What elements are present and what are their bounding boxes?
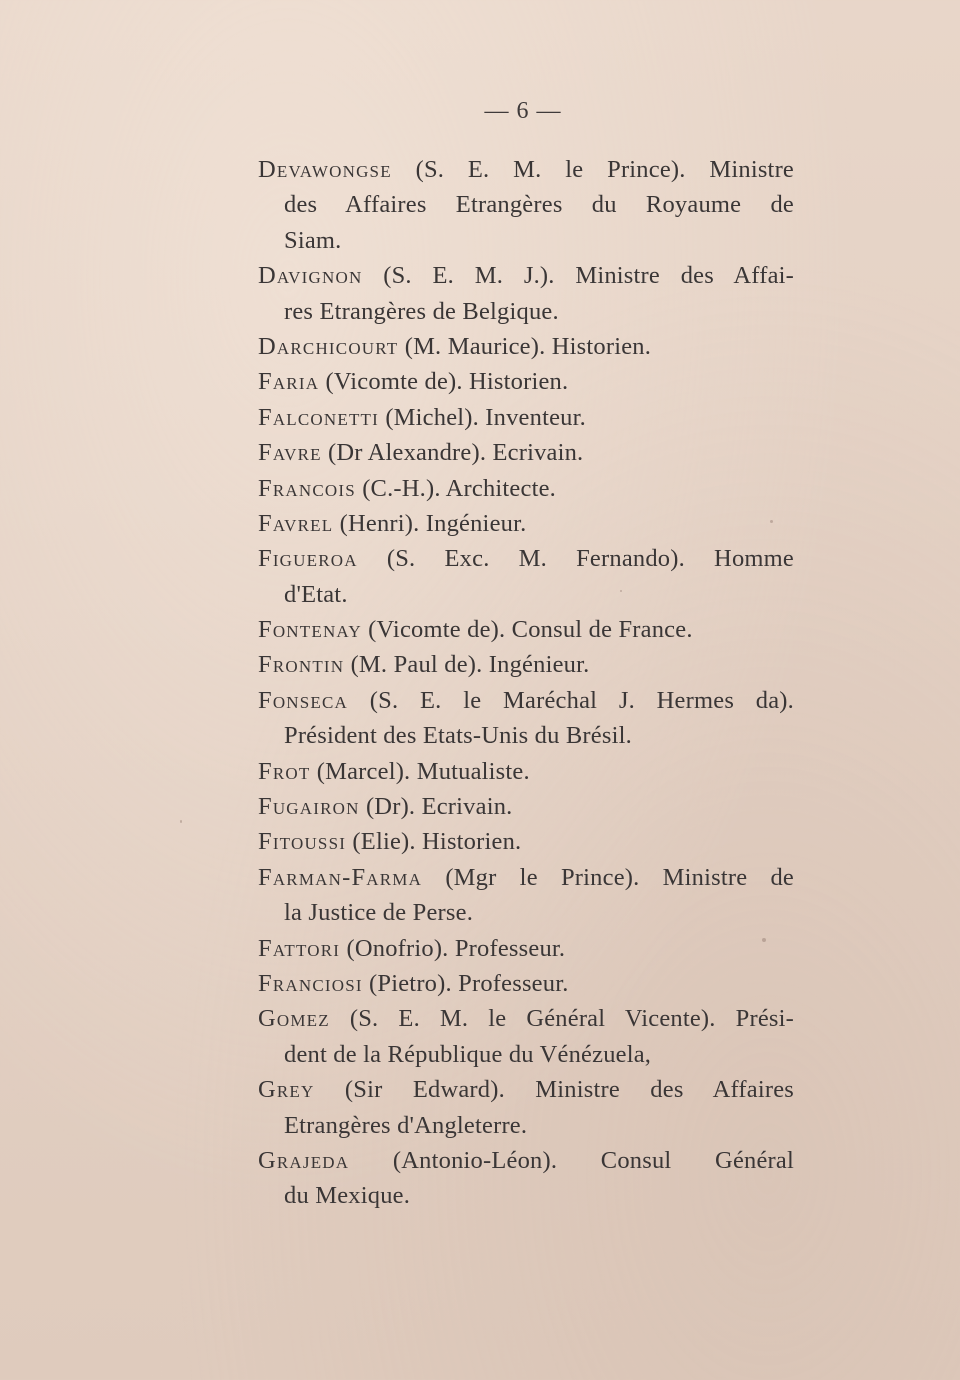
entry-name: Favrel: [258, 509, 334, 537]
entry-text: (Mgr le Prince). Ministre de: [445, 863, 795, 891]
entry-first-line: [258, 860, 794, 895]
entry-first-line: [258, 1001, 794, 1036]
entry-name: Falconetti: [258, 403, 379, 431]
entry-first-line: [258, 506, 794, 541]
list-entry: [258, 612, 794, 647]
entry-name: Favre: [258, 439, 322, 467]
entry-first-line: [258, 435, 794, 470]
entry-continuation-line: [258, 223, 794, 258]
entry-first-line: [258, 824, 794, 859]
paper-speck: [180, 820, 182, 823]
entry-first-line: [258, 258, 794, 293]
entry-text: (Elie). Historien.: [352, 828, 522, 856]
list-entry: [258, 931, 794, 966]
entry-text: (Marcel). Mutualiste.: [316, 757, 530, 785]
entry-text: (Sir Edward). Ministre des Affaires: [344, 1076, 794, 1104]
entry-first-line: [258, 789, 794, 824]
entry-text: (S. E. le Maréchal J. Hermes da).: [369, 686, 794, 714]
entry-name: Davignon: [258, 262, 363, 290]
entry-text: (S. E. M. le Prince). Ministre: [415, 156, 794, 183]
list-entry: [258, 647, 794, 682]
entry-first-line: [258, 471, 794, 506]
list-entry: [258, 1072, 794, 1143]
entry-continuation-line: [258, 577, 794, 612]
entry-text: (M. Maurice). Historien.: [404, 332, 652, 360]
list-entry: [258, 329, 794, 364]
paper-speck: [620, 590, 622, 592]
list-entry: [258, 400, 794, 435]
entry-name: Fitoussi: [258, 828, 347, 856]
entry-first-line: [258, 364, 794, 399]
entry-first-line: [258, 754, 794, 789]
entry-name: Faria: [258, 368, 320, 396]
entry-text: (Henri). Ingénieur.: [339, 509, 527, 537]
entry-text: (M. Paul de). Ingénieur.: [350, 651, 590, 679]
entry-name: Francois: [258, 474, 356, 502]
list-entry: [258, 754, 794, 789]
entry-name: Devawongse: [258, 156, 392, 183]
paper-speck: [770, 520, 773, 523]
entry-name: Figueroa: [258, 545, 358, 573]
entry-continuation-line: [258, 187, 794, 222]
entry-text: (Antonio-Léon). Consul Général: [392, 1146, 794, 1174]
entry-text: (Onofrio). Professeur.: [346, 934, 566, 962]
entry-first-line: [258, 612, 794, 647]
entry-name: Grajeda: [258, 1146, 350, 1174]
entry-first-line: [258, 1072, 794, 1107]
entry-text: d'Etat.: [284, 580, 348, 608]
entry-name: Darchicourt: [258, 332, 399, 360]
entry-text: Etrangères d'Angleterre.: [284, 1111, 528, 1139]
entry-name: Fattori: [258, 934, 341, 962]
entry-first-line: [258, 541, 794, 576]
entry-first-line: [258, 400, 794, 435]
paper-speck: [762, 938, 766, 942]
entry-name: Frontin: [258, 651, 345, 679]
entry-name: Frot: [258, 757, 311, 785]
list-entry: [258, 152, 794, 258]
list-entry: [258, 683, 794, 754]
list-entry: [258, 1001, 794, 1072]
list-entry: [258, 860, 794, 931]
entry-first-line: [258, 152, 794, 187]
entry-text: (Dr Alexandre). Ecrivain.: [328, 439, 584, 467]
entry-text: (S. E. M. le Général Vicente). Prési-: [349, 1005, 794, 1033]
entry-text: res Etrangères de Belgique.: [284, 297, 559, 325]
list-entry: [258, 789, 794, 824]
list-entry: [258, 1143, 794, 1214]
entry-name: Franciosi: [258, 969, 363, 997]
list-entry: [258, 966, 794, 1001]
list-entry: [258, 258, 794, 329]
name-list: [258, 152, 794, 1214]
list-entry: [258, 435, 794, 470]
entry-first-line: [258, 1143, 794, 1178]
entry-first-line: [258, 966, 794, 1001]
list-entry: [258, 364, 794, 399]
list-entry: [258, 824, 794, 859]
list-entry: [258, 541, 794, 612]
list-entry: [258, 471, 794, 506]
entry-name: Gomez: [258, 1005, 330, 1033]
entry-continuation-line: [258, 718, 794, 753]
entry-text: Siam.: [284, 226, 342, 254]
entry-text: (Dr). Ecrivain.: [365, 793, 513, 821]
entry-text: (Michel). Inventeur.: [385, 403, 586, 431]
entry-continuation-line: [258, 1178, 794, 1213]
entry-name: Grey: [258, 1076, 315, 1104]
page-number: — 6 —: [484, 98, 562, 124]
list-entry: [258, 506, 794, 541]
entry-name: Farman-Farma: [258, 863, 423, 891]
entry-name: Fonseca: [258, 686, 349, 714]
entry-name: Fugairon: [258, 793, 360, 821]
entry-first-line: [258, 683, 794, 718]
entry-text: (C.-H.). Architecte.: [362, 474, 556, 502]
entry-text: du Mexique.: [284, 1182, 411, 1210]
entry-first-line: [258, 647, 794, 682]
entry-continuation-line: [258, 294, 794, 329]
entry-first-line: [258, 329, 794, 364]
entry-text: (Vicomte de). Consul de France.: [368, 616, 693, 644]
entry-text: des Affaires Etrangères du Royaume de: [284, 191, 794, 219]
entry-continuation-line: [258, 1108, 794, 1143]
entry-text: la Justice de Perse.: [284, 899, 474, 927]
entry-text: (S. Exc. M. Fernando). Homme: [386, 545, 794, 573]
entry-continuation-line: [258, 1037, 794, 1072]
entry-text: dent de la République du Vénézuela,: [284, 1040, 652, 1068]
entry-text: (Vicomte de). Historien.: [325, 368, 569, 396]
entry-text: Président des Etats-Unis du Brésil.: [284, 722, 632, 750]
entry-text: (S. E. M. J.). Ministre des Affai-: [383, 262, 795, 290]
entry-continuation-line: [258, 895, 794, 930]
entry-text: (Pietro). Professeur.: [369, 969, 569, 997]
entry-first-line: [258, 931, 794, 966]
entry-name: Fontenay: [258, 616, 362, 644]
